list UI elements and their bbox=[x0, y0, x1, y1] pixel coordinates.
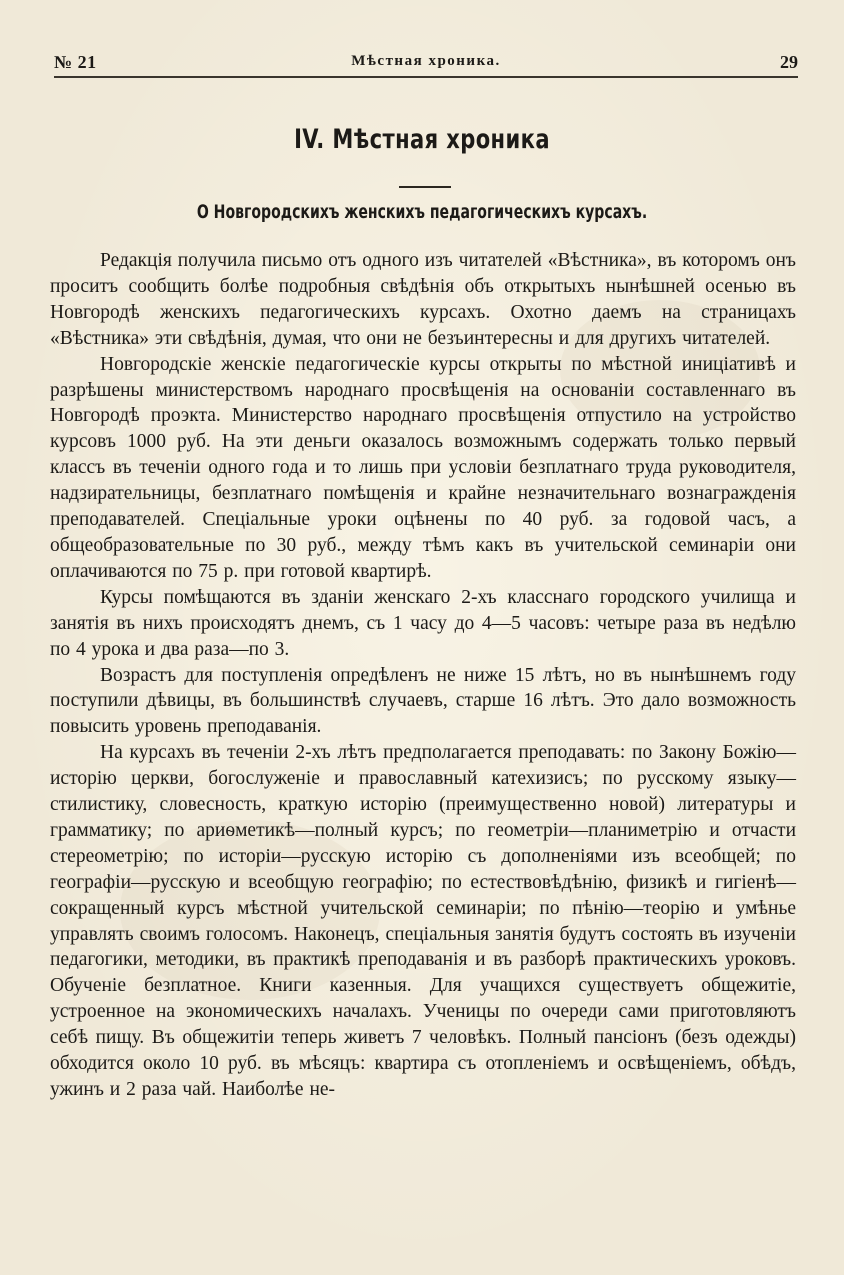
article-title: О Новгородскихъ женскихъ педагогическихъ курсахъ. bbox=[196, 201, 648, 223]
paragraph: Возрастъ для поступленія опредѣленъ не ниже 15 лѣтъ, но въ нынѣшнемъ году поступили дѣвицы, въ большинствѣ случаевъ, старше 16 лѣтъ. Это дало возможность повысить уровень преподаванія. bbox=[50, 664, 796, 738]
running-header bbox=[54, 52, 798, 76]
paragraph: Курсы помѣщаются въ зданіи женскаго 2-хъ класснаго городского училища и занятія въ нихъ происходятъ днемъ, съ 1 часу до 4—5 часовъ: четыре раза въ недѣлю по 4 урока и два раза—по 3. bbox=[50, 586, 796, 660]
paragraph: Новгородскіе женскіе педагогическіе курсы открыты по мѣстной иниціативѣ и разрѣшены министерствомъ народнаго просвѣщенія на основаніи составленнаго въ Новгородѣ проэкта. Министерство народнаго просвѣщенія отпустило на устройство курсовъ 1000 руб. На эти деньги оказалось возможнымъ содержать только первый классъ въ теченіи одного года и то лишь при условіи безплатнаго труда руководителя, надзирательницы, безплатнаго помѣщенія и крайне незначительнаго вознагражденія преподавателей. Спеціальные уроки оцѣнены по 40 руб. за годовой часъ, а общеобразовательные по 30 руб., между тѣмъ какъ въ учительской семинаріи они оплачиваются по 75 р. при готовой квартирѣ. bbox=[50, 353, 796, 582]
running-title: Мѣстная хроника. bbox=[351, 53, 501, 69]
page-number: 29 bbox=[780, 52, 798, 72]
paragraph: На курсахъ въ теченіи 2-хъ лѣтъ предполагается преподавать: по Закону Божію—исторію церкви, богослуженіе и православный катехизисъ; по русскому языку—стилистику, словесность, краткую исторію (преимущественно новой) литературы и грамматику; по ариѳметикѣ—полный курсъ; по геометріи—планиметрію и отчасти стереометрію; по исторіи—русскую исторію съ дополненіями изъ всеобщей; по географіи—русскую и всеобщую географію; по естествовѣдѣнію, физикѣ и гигіенѣ—сокращенный курсъ мѣстной учительской семинаріи; по пѣнію—теорію и умѣнье управлять своимъ голосомъ. Наконецъ, спеціальныя занятія будутъ состоять въ изученіи педагогики, методики, въ практикѣ преподаванія и въ разборѣ практическихъ уроковъ. Обученіе безплатное. Книги казенныя. Для учащихся существуетъ общежитіе, устроенное на экономическихъ началахъ. Ученицы по очереди сами приготовляютъ себѣ пищу. Въ общежитіи теперь живетъ 7 человѣкъ. Полный пансіонъ (безъ одежды) обходится около 10 руб. въ мѣсяцъ: квартира съ отопленіемъ и освѣщеніемъ, обѣдъ, ужинъ и 2 раза чай. Наиболѣе не- bbox=[50, 742, 796, 1100]
section-title: IV. Мѣстная хроника bbox=[294, 124, 550, 155]
article-body bbox=[50, 248, 796, 1103]
paragraph: Редакція получила письмо отъ одного изъ читателей «Вѣстника», въ которомъ онъ проситъ сообщить болѣе подробныя свѣдѣнія объ открытыхъ нынѣшней осенью въ Новгородѣ женскихъ педагогическихъ курсахъ. Охотно даемъ на страницахъ «Вѣстника» эти свѣдѣнія, думая, что они не безъинтересны и для другихъ читателей. bbox=[50, 250, 796, 349]
issue-number: № 21 bbox=[54, 52, 97, 72]
title-divider bbox=[399, 186, 451, 188]
header-rule bbox=[54, 76, 798, 78]
